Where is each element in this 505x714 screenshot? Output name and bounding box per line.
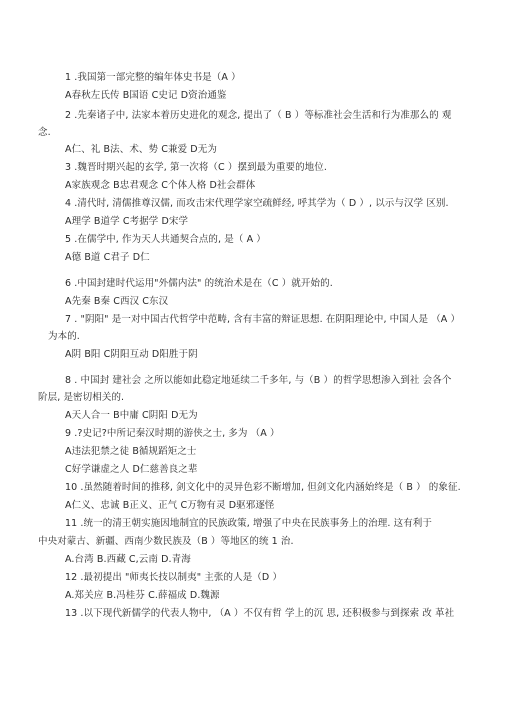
- answer-options: A家族观念 B忠君观念 C个体人格 D社会群体: [65, 180, 256, 191]
- question-line: 3 .魏晋时期兴起的玄学, 第一次将（C ）摆到最为重要的地位.: [65, 162, 327, 173]
- question-line: 10 .虽然随着时间的推移, 剑文化中的灵异色彩不断增加, 但剑文化内涵始终是（ B ） 的象征.: [65, 482, 461, 493]
- answer-options: A先秦 B秦 C西汉 C东汉: [65, 296, 169, 307]
- question-line: 中央对蒙古、新疆、西南少数民族及（B ）等地区的统 1 治.: [38, 536, 294, 547]
- question-line: 8 . 中国封 建社会 之所以能如此稳定地延续二千多年, 与（B ）的哲学思想渗入到社 会各个: [65, 375, 452, 386]
- question-line: 5 .在儒学中, 作为天人共通契合点的, 是（ A ）: [65, 234, 266, 245]
- answer-options: A天人合一 B中庸 C阴阳 D无为: [65, 410, 198, 421]
- question-line: 12 .最初提出 "师夷长技以制夷" 主张的人是（D ）: [65, 572, 283, 583]
- answer-options: A仁、礼 B法、术、势 C兼爱 D无为: [65, 144, 217, 155]
- question-line: 6 .中国封建时代运用"外儒内法" 的统治术是在（C ）就开始的.: [65, 278, 333, 289]
- answer-options: A春秋左氏传 B国语 C史记 D资治通鉴: [65, 90, 227, 101]
- answer-options: A仁义、忠诚 B正义、正气 C万物有灵 D驱邪逐怪: [65, 500, 275, 511]
- question-line: 为本的.: [48, 331, 80, 342]
- question-line: 9 .?史记?中所记秦汉时期的游侠之士, 多为 （A ）: [65, 428, 280, 439]
- answer-options: A德 B道 C君子 D仁: [65, 252, 150, 263]
- question-line: 1 .我国第一部完整的编年体史书是（A ）: [65, 72, 241, 83]
- question-line: 阶层, 是密切相关的.: [38, 392, 125, 403]
- question-line: 7 . "阴阳" 是一对中国古代哲学中范畴, 含有丰富的辩证思想. 在阴阳理论中, 中国人是 （A ）: [65, 314, 461, 325]
- question-line: 11 .统一的清王朝实施因地制宜的民族政策, 增强了中央在民族事务上的治理. 这有利于: [65, 518, 433, 529]
- question-line: 念.: [38, 127, 51, 138]
- answer-options: A理学 B道学 C考据学 D宋学: [65, 216, 189, 227]
- question-line: 4 .清代时, 清儒推尊汉儒, 而攻击宋代理学家空疏鲜经, 呼其学为（ D ）, 以示与汉学 区别.: [65, 198, 449, 209]
- question-line: 2 .先秦诸子中, 法家本着历史进化的观念, 提出了（ B ）等标准社会生活和行为准那么的 观: [65, 110, 452, 121]
- answer-options: A阴 B阳 C阴阳互动 D阳胜于阴: [65, 349, 198, 360]
- answer-options: C好学谦虚之人 D仁慈善良之辈: [65, 464, 198, 475]
- question-line: 13 .以下现代新儒学的代表人物中, （A ）不仅有哲 学上的沉 思, 还积极参与到探索 改 革社: [65, 608, 455, 619]
- answer-options: A.郑关应 B.冯桂芬 C.薛福成 D.魏源: [65, 590, 220, 601]
- answer-options: A违法犯禁之徒 B循规蹈矩之士: [65, 446, 197, 457]
- answer-options: A.台湾 B.西藏 C,云南 D.青海: [65, 554, 191, 565]
